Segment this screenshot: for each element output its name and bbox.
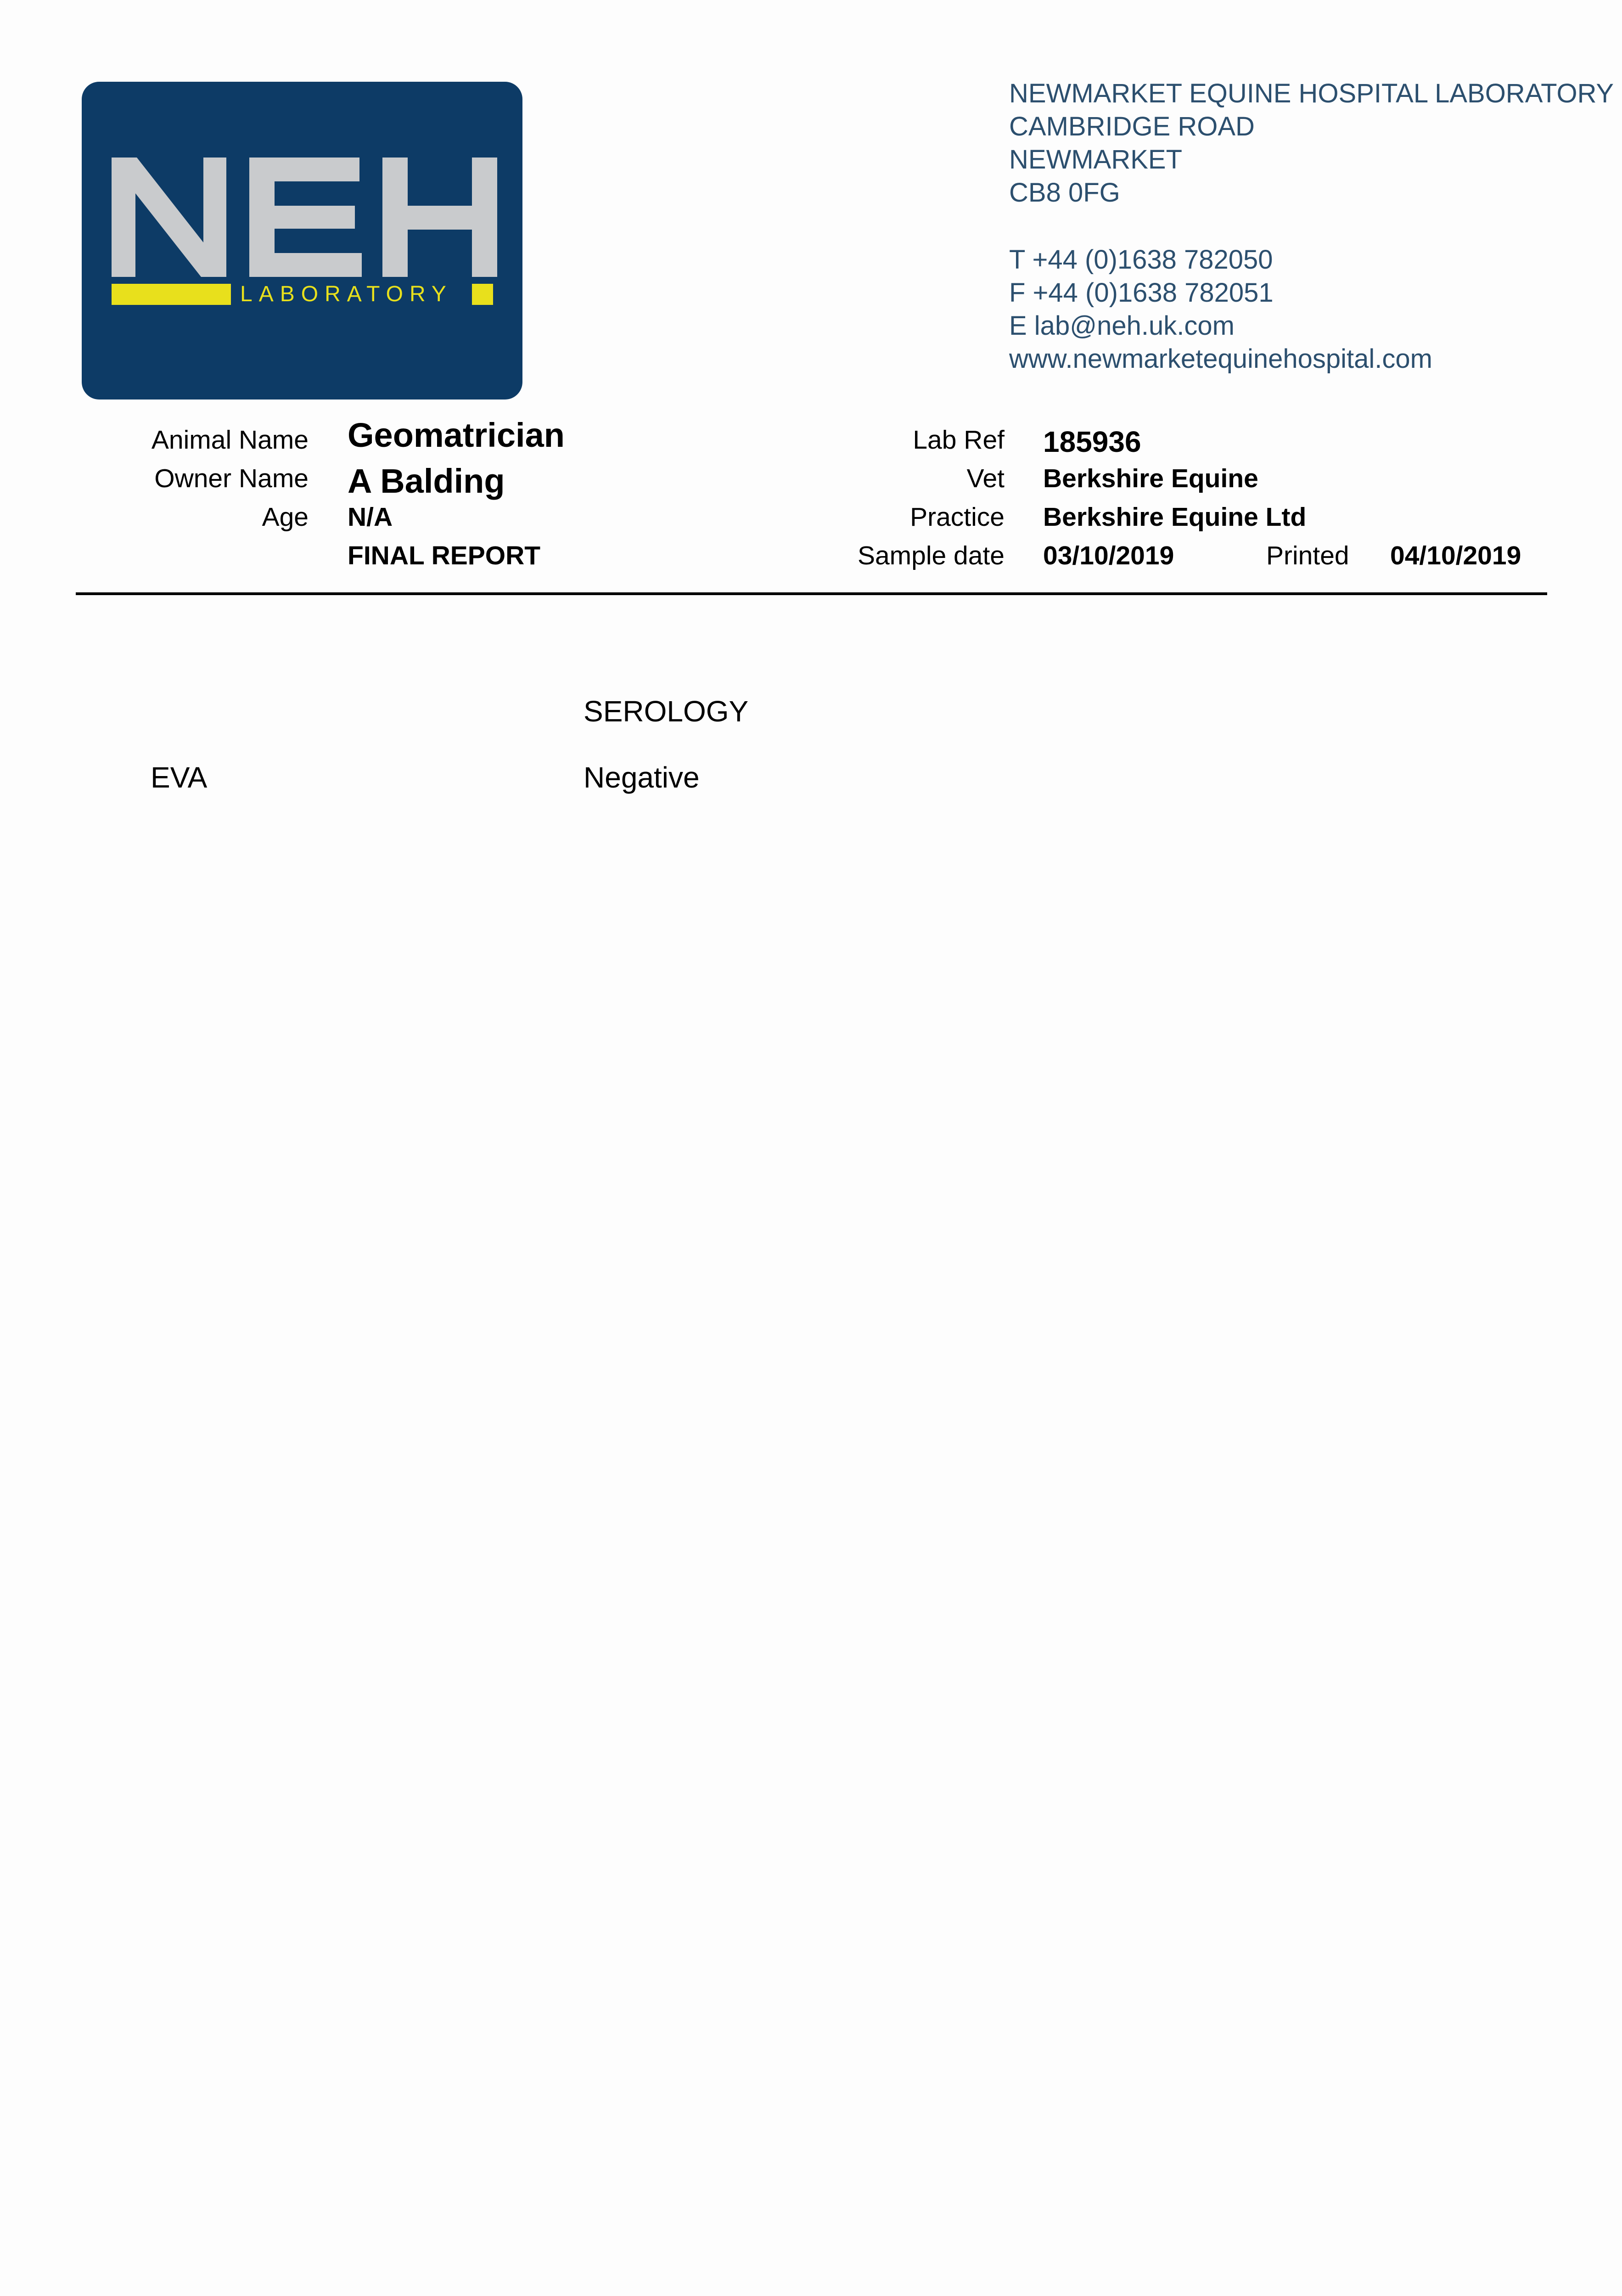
lab-phone: T +44 (0)1638 782050	[1009, 245, 1273, 275]
lab-address-line-4: CB8 0FG	[1009, 178, 1120, 208]
owner-name-value: A Balding	[348, 462, 505, 500]
animal-name-label: Animal Name	[151, 425, 309, 455]
lab-address-line-1: NEWMARKET EQUINE HOSPITAL LABORATORY	[1009, 79, 1614, 108]
neh-laboratory-logo	[82, 82, 522, 400]
printed-value: 04/10/2019	[1390, 541, 1521, 570]
practice-label: Practice	[910, 502, 1005, 532]
header-divider	[76, 592, 1547, 595]
logo-accent-bar	[112, 284, 231, 305]
sample-date-value: 03/10/2019	[1043, 541, 1174, 570]
printed-label: Printed	[1266, 541, 1349, 570]
lab-fax: F +44 (0)1638 782051	[1009, 278, 1274, 308]
owner-name-label: Owner Name	[154, 464, 309, 493]
lab-ref-value: 185936	[1043, 425, 1141, 458]
test-name: EVA	[151, 761, 208, 794]
age-label: Age	[262, 502, 309, 532]
animal-name-value: Geomatrician	[348, 416, 565, 454]
vet-label: Vet	[966, 464, 1005, 493]
neh-letters-logo	[112, 158, 497, 277]
lab-website[interactable]: www.newmarketequinehospital.com	[1009, 344, 1432, 374]
logo-subtitle: LABORATORY	[240, 282, 453, 306]
lab-address-line-3: NEWMARKET	[1009, 145, 1182, 174]
vet-value: Berkshire Equine	[1043, 464, 1258, 493]
logo-accent-square	[472, 284, 493, 305]
lab-email[interactable]: E lab@neh.uk.com	[1009, 311, 1235, 341]
age-value: N/A	[348, 502, 393, 532]
lab-ref-label: Lab Ref	[913, 425, 1005, 455]
lab-address-line-2: CAMBRIDGE ROAD	[1009, 112, 1255, 141]
report-status: FINAL REPORT	[348, 541, 541, 570]
practice-value: Berkshire Equine Ltd	[1043, 502, 1307, 532]
sample-date-label: Sample date	[857, 541, 1005, 570]
test-result: Negative	[584, 761, 700, 794]
section-heading-serology: SEROLOGY	[584, 695, 749, 728]
